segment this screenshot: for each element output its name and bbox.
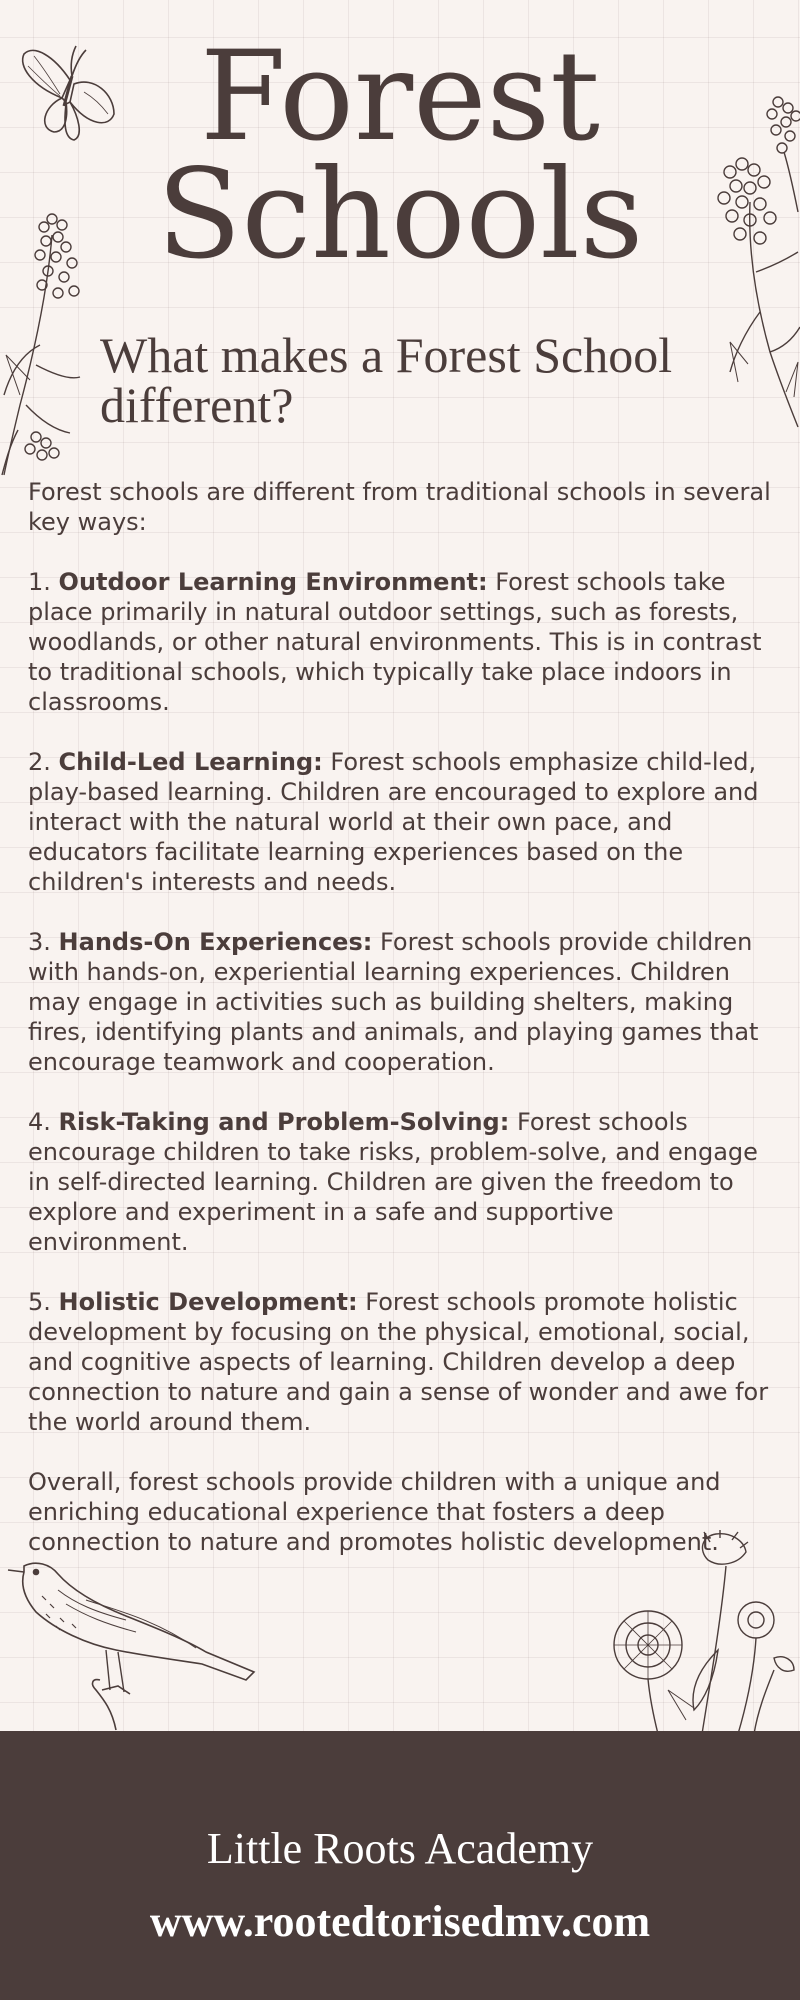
intro-paragraph: Forest schools are different from traditional schools in several key ways: xyxy=(28,478,771,536)
item-number: 4. xyxy=(28,1108,51,1136)
footer-website-link[interactable]: www.rootedtorisedmv.com xyxy=(149,1897,651,1946)
list-item xyxy=(28,1107,780,1257)
item-text: Forest schools emphasize child-led, play-based learning. Children are encouraged to explore and interact with the natural world at their own pace, and educators facilitate learning experiences based on the children's interests and needs. xyxy=(28,748,759,896)
page-title xyxy=(0,25,800,287)
item-heading: Outdoor Learning Environment: xyxy=(58,568,488,596)
item-text: Forest schools take place primarily in natural outdoor settings, such as forests, woodlands, or other natural environments. This is in contrast to traditional schools, which typically take place indoors in classrooms. xyxy=(28,568,762,716)
conclusion-paragraph: Overall, forest schools provide children with a unique and enriching educational experience that fosters a deep connection to nature and promotes holistic development. xyxy=(28,1468,721,1556)
title-line-1: Forest xyxy=(199,25,601,169)
article-body xyxy=(28,477,780,1587)
footer xyxy=(0,1731,800,2000)
item-number: 5. xyxy=(28,1288,51,1316)
item-number: 3. xyxy=(28,928,51,956)
item-text: Forest schools encourage children to take risks, problem-solve, and engage in self-directed learning. Children are given the freedom to explore and experiment in a safe and supportive environment. xyxy=(28,1108,758,1256)
list-item xyxy=(28,747,780,897)
footer-academy-name: Little Roots Academy xyxy=(206,1824,594,1873)
item-heading: Hands-On Experiences: xyxy=(58,928,373,956)
bird-illustration xyxy=(6,1560,256,1735)
list-item xyxy=(28,1287,780,1437)
daisy-flowers-illustration xyxy=(598,1530,798,1735)
list-item xyxy=(28,567,780,717)
page-subtitle: What makes a Forest School different? xyxy=(100,327,673,433)
item-number: 1. xyxy=(28,568,51,596)
item-heading: Holistic Development: xyxy=(58,1288,358,1316)
item-heading: Child-Led Learning: xyxy=(58,748,323,776)
item-heading: Risk-Taking and Problem-Solving: xyxy=(58,1108,510,1136)
item-text: Forest schools provide children with hands-on, experiential learning experiences. Children may engage in activities such as building shelters, making fires, identifying plants and animals, and playing games that encourage teamwork and cooperation. xyxy=(28,928,759,1076)
item-text: Forest schools promote holistic development by focusing on the physical, emotional, social, and cognitive aspects of learning. Children develop a deep connection to nature and gain a sense of wonder and awe for the world around them. xyxy=(28,1288,769,1436)
list-item xyxy=(28,927,780,1077)
title-line-2: Schools xyxy=(156,143,644,287)
item-number: 2. xyxy=(28,748,51,776)
